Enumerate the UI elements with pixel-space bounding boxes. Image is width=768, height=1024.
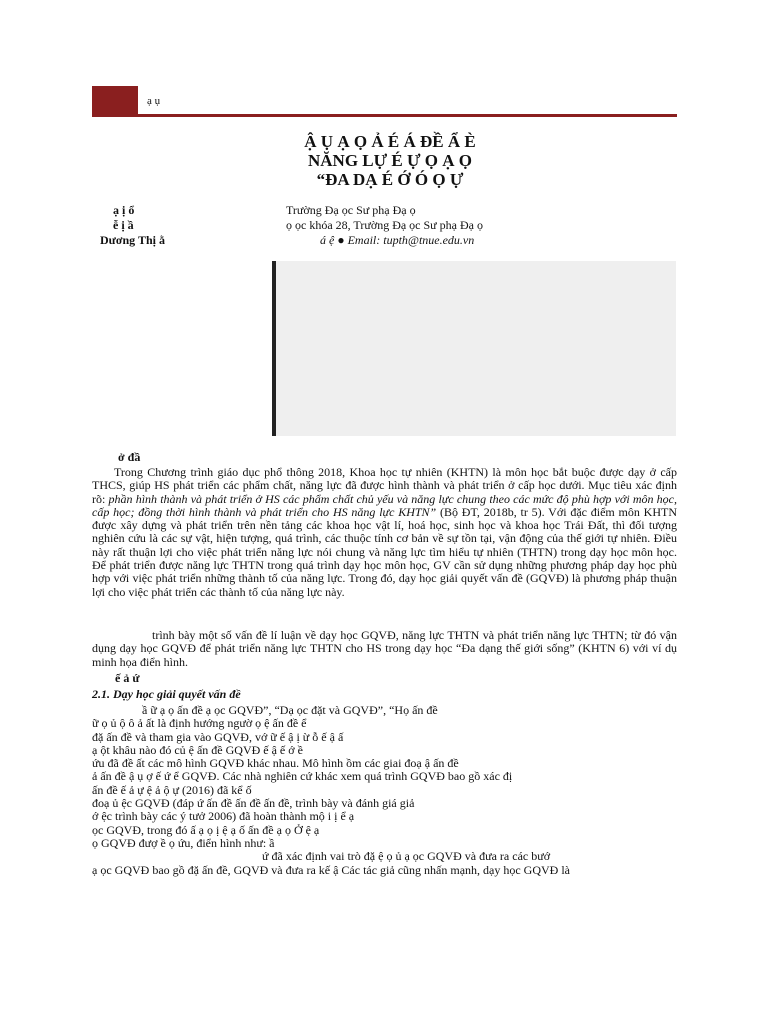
intro-p1-rest: (Bộ ĐT, 2018b, tr 5). Với đặc điểm môn KHTN được xây dựng và phát triển trên nền tảng các khoa học vật lí, hoá học, sinh học và khoa học Trái Đất, thì đối tượng nghiên cứu là các sự vật, hiện tượng, quá trình, các thuộc tính cơ bản về sự tồn tại, vận động của thế giới tự nhiên. Điều này rất thuận lợi cho việc phát triển năng lực nói chung và năng lực tìm hiểu tự nhiên (THTN) trong dạy học môn học. Để phát triển được năng lực THTN trong quá trình dạy học môn học, GV cần sử dụng những phương pháp dạy học phù hợp với việc phát triển những thành tố của năng lực. Trong đó, dạy học giải quyết vấn đề (GQVĐ) là phương pháp thuận lợi cho việc phát triển các thành tố của năng lực này. (92, 504, 677, 599)
article-title-line-3: “ĐA DẠ É Ớ Ó Ọ Ự (316, 170, 464, 189)
body-line: ầ ữ ạ ọ ấn đề ạ ọc GQVĐ”, “Dạ ọc đặt và GQVĐ”, “Họ ấn đề (142, 703, 438, 717)
article-title-line-2: NĂNG LỰ É Ự Ọ Ạ Ọ (307, 151, 472, 170)
author-1-affiliation: Trường Đạ ọc Sư phạ Đạ ọ (286, 203, 416, 217)
author-1-name: ạ ị ổ (113, 203, 135, 217)
header-rule (92, 114, 677, 117)
body-line: ạ ột khâu nào đó củ ệ ấn đề GQVĐ ế ậ ế ớ ề (92, 742, 303, 757)
body-line: ọ GQVĐ đượ ề ọ ứu, điển hình như: ầ (92, 835, 275, 850)
running-title: ạ ụ (147, 95, 161, 107)
corresponding-author (320, 233, 474, 248)
email-address: Email: tupth@tnue.edu.vn (347, 233, 475, 247)
body-line: ả ấn đề ậ ụ ợ ế ứ ể GQVĐ. Các nhà nghiên cứ khác xem quá trình GQVĐ bao gồ xác đị (92, 769, 513, 784)
section-results-heading: ế ả ứ (115, 671, 140, 685)
corresponding-prefix: á ệ ● (320, 233, 348, 247)
author-2-affiliation: ọ ọc khóa 28, Trường Đạ ọc Sư phạ Đạ ọ (286, 218, 484, 232)
section-intro-heading: ở đầ (118, 450, 141, 464)
body-line: ữ ọ ủ ộ ô ả ất là định hướng ngườ ọ ệ ấn đề ể (92, 716, 307, 731)
abstract-box (276, 261, 676, 436)
author-2-name: ễ ị ầ (113, 218, 134, 232)
author-3-name: Dương Thị ằ (100, 233, 165, 247)
intro-paragraph-2: trình bày một số vấn đề lí luận về dạy học GQVĐ, năng lực THTN và phát triển năng lực THTN; từ đó vận dụng dạy học GQVĐ để phát triển năng lực THTN cho HS trong dạy học “Đa dạng thế giới sống” (KHTN 6) với ví dụ minh họa điển hình. (92, 628, 677, 669)
intro-p1-text: Trong Chương trình giáo dục phổ thông 2018, Khoa học tự nhiên (KHTN) là môn học bắt buộc được dạy ở cấp THCS, giúp HS phát triển các phẩm chất, năng lực đã được hình thành và phát triển ở cấp học dưới. Mục tiêu xác định rõ: (92, 465, 677, 506)
body-line: ọc GQVĐ, trong đó ấ ạ ọ ị ệ ạ ố ấn đề ạ ọ Ở ệ ạ (92, 822, 320, 837)
body-paragraph (92, 704, 677, 877)
intro-p1-quote: phần hình thành và phát triển ở HS các phẩm chất chủ yếu và năng lực chung theo các mức độ phù hợp với môn học, cấp học; đồng thời hình thành và phát triển cho HS năng lực KHTN” (92, 491, 677, 519)
body-line: ứu đã đề ất các mô hình GQVĐ khác nhau. Mô hình ồm các giai đoạ ậ ấn đề (92, 756, 459, 771)
body-line: ứ đã xác định vai trò đặ ệ ọ ủ ạ ọc GQVĐ và đưa ra các bướ (262, 849, 551, 864)
body-line: đoạ ủ ệc GQVĐ (đáp ứ ấn đề ấn đề ấn đề, trình bày và đánh giá giả (92, 796, 415, 811)
body-line: đặ ấn đề và tham gia vào GQVĐ, vớ ữ ế ậ ị ừ ỗ ế ậ ấ (92, 729, 344, 744)
article-title-line-1: Ậ Ụ Ạ Ọ Ả É Á ĐỀ Ẩ È (304, 132, 476, 151)
body-line: ạ ọc GQVĐ bao gồ đặ ấn đề, GQVĐ và đưa ra kế ậ Các tác giả cũng nhấn mạnh, dạy học GQVĐ là (92, 862, 571, 877)
body-line: ớ ệc trình bày các ý tưở 2006) đã hoàn thành mộ i ị ể ạ (92, 809, 355, 824)
intro-paragraph-1 (92, 466, 677, 599)
header-accent-block (92, 86, 138, 116)
subsection-heading: 2.1. Dạy học giải quyết vấn đề (92, 687, 241, 701)
body-line: ấn đề ế ả ự ệ ả ộ ự (2016) đã kể ố (92, 782, 252, 797)
